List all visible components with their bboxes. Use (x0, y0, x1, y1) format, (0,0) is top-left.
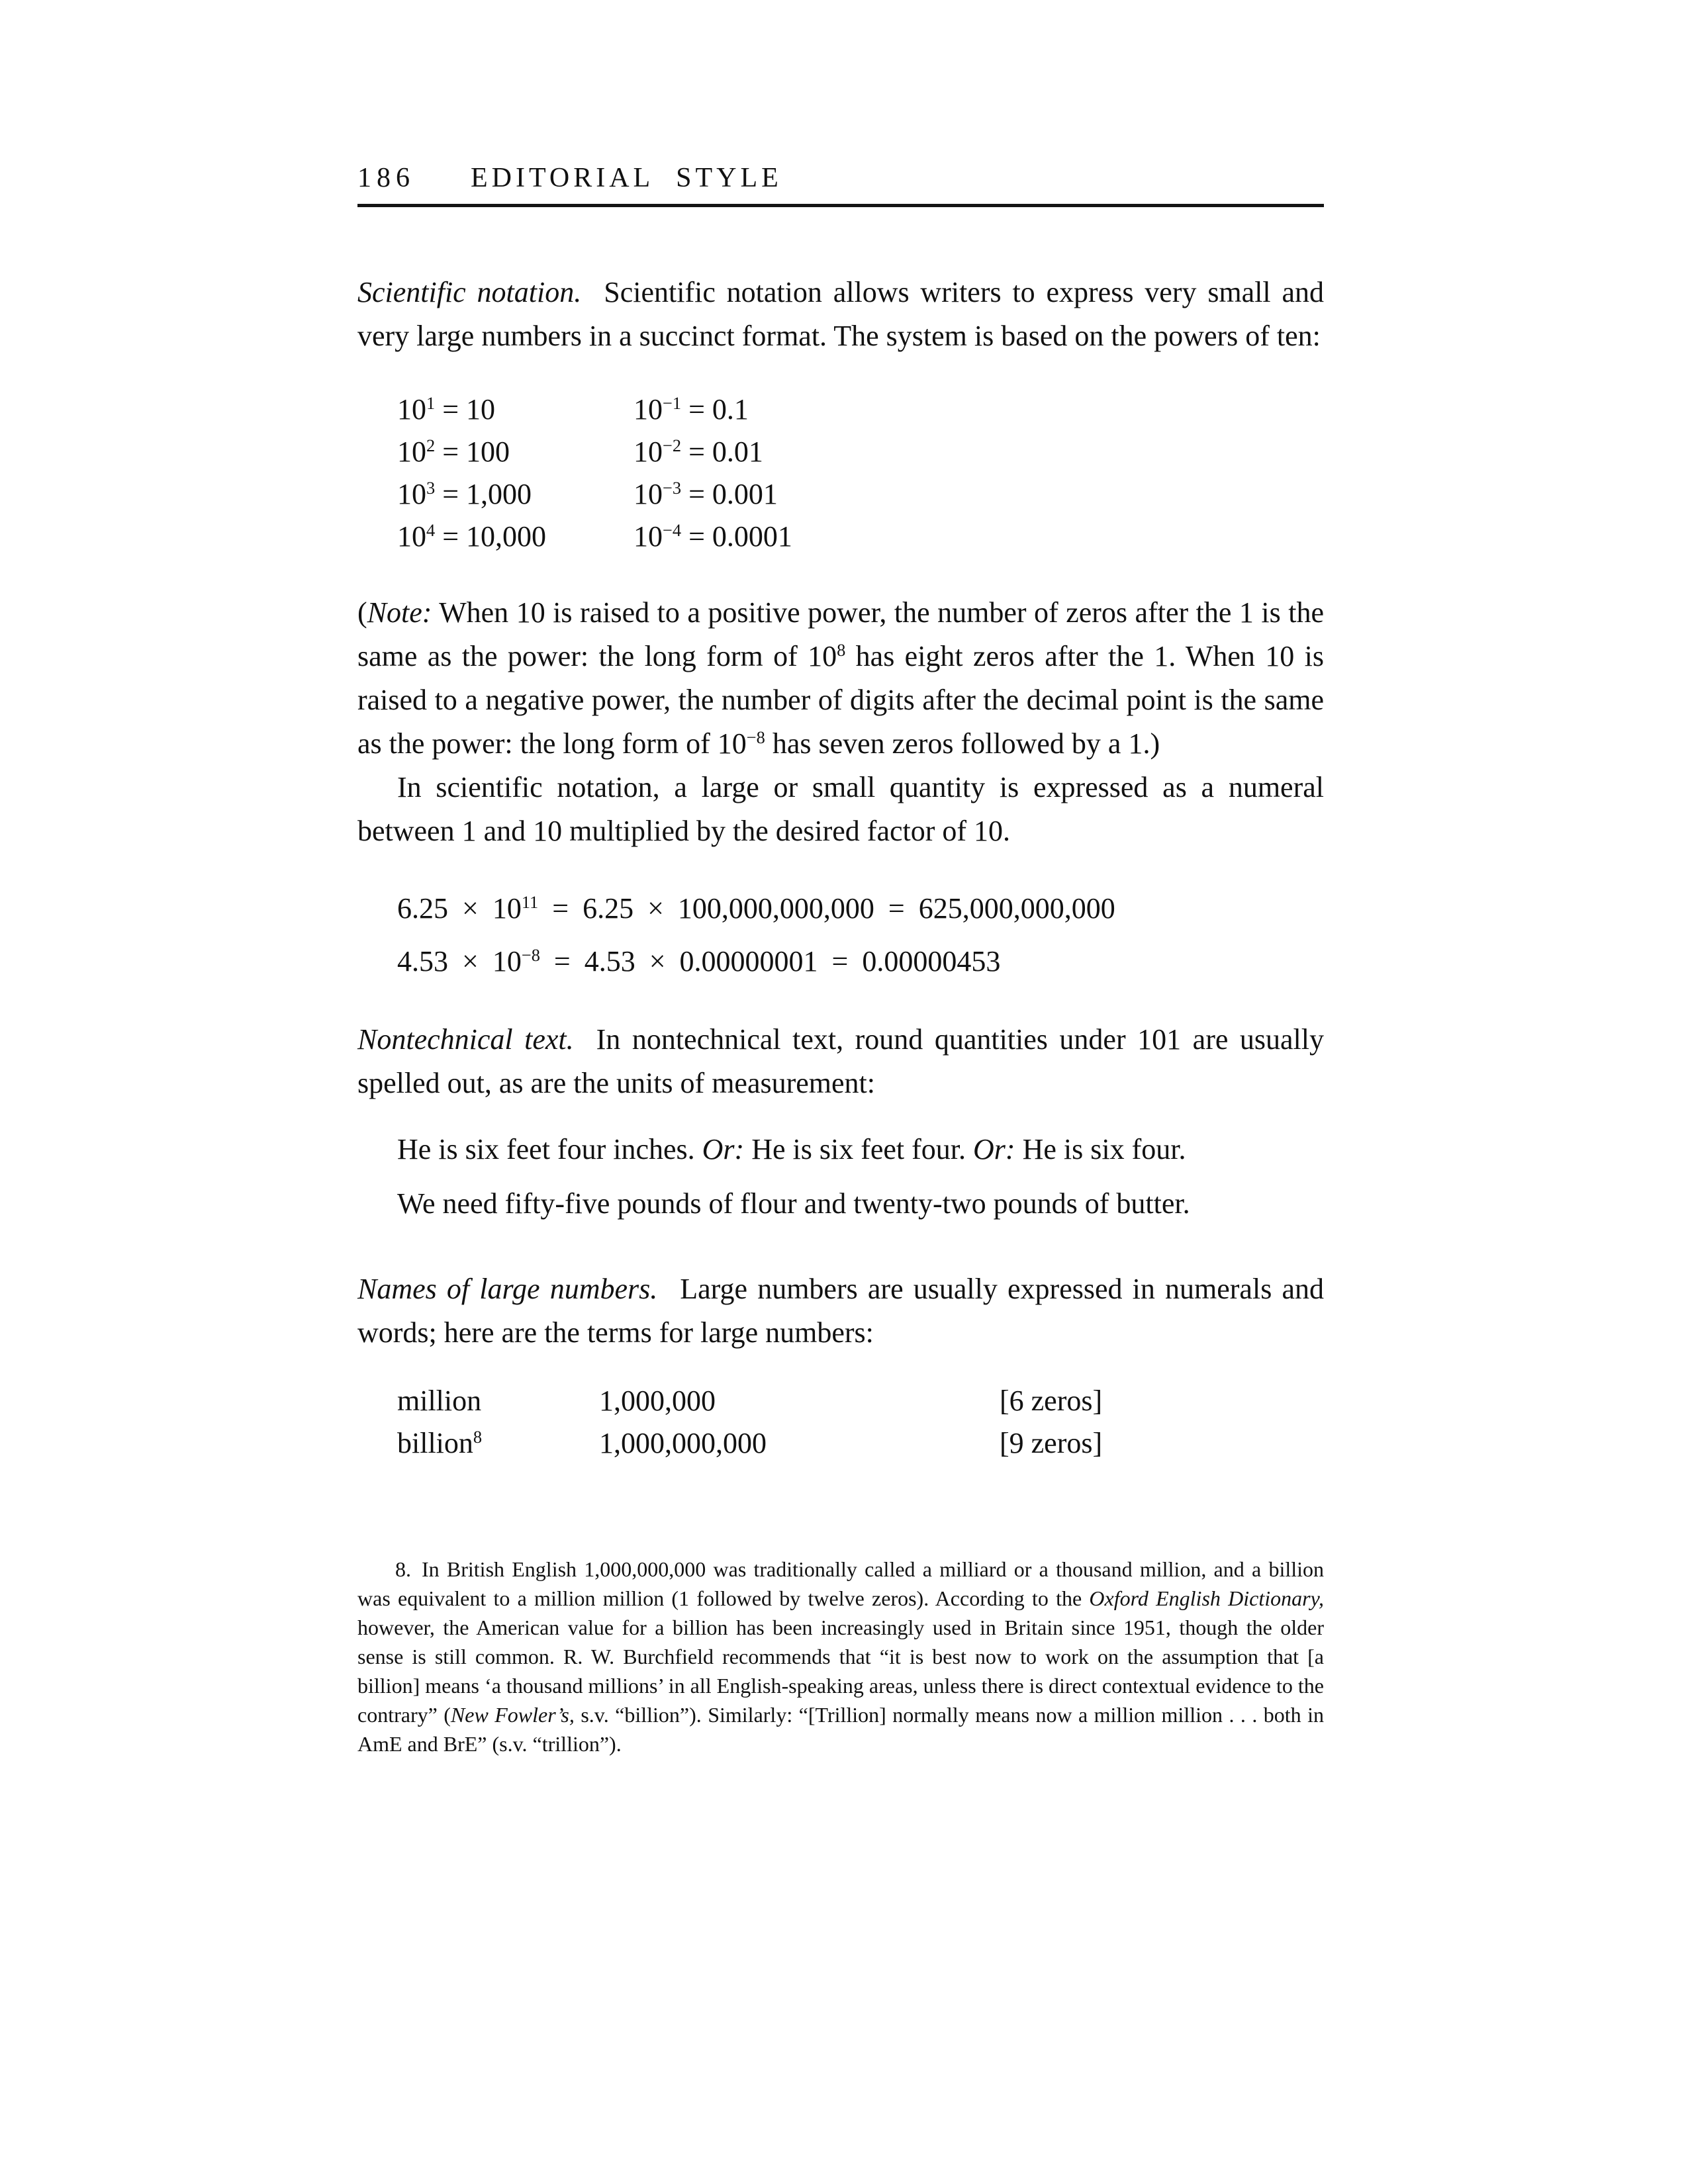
text-segment: 10 (633, 478, 663, 510)
page-number: 186 (357, 163, 415, 193)
header-rule (357, 204, 1324, 207)
text-segment: = 100 (435, 435, 510, 468)
superscript: −4 (663, 520, 682, 540)
text-segment: = 10,000 (435, 520, 547, 553)
term-cell (397, 1422, 599, 1465)
large-numbers-table (357, 1380, 1324, 1465)
superscript: −1 (663, 392, 682, 413)
text-segment: million (397, 1385, 482, 1417)
text-segment: has seven zeros followed by a 1.) (765, 727, 1160, 760)
superscript: 11 (521, 891, 539, 912)
superscript: −2 (663, 435, 682, 455)
text-segment: In British English 1,000,000,000 was traditionally called a milliard or a thousand million, and a billion was equivalent to a million million (1 followed by twelve zeros). According to the (357, 1557, 1324, 1610)
text-segment: 10 (633, 520, 663, 553)
text-segment: Scientific notation. (357, 276, 582, 308)
text-segment: 10 (397, 478, 426, 510)
zeros-cell: [6 zeros] (1000, 1385, 1103, 1417)
text-segment: = 10 (435, 393, 496, 426)
power-positive-cell (397, 431, 633, 473)
text-segment: We need fifty-five pounds of flour and twenty-two pounds of butter. (397, 1187, 1190, 1220)
nontechnical-text-paragraph (357, 1018, 1324, 1105)
text-segment: 10 (397, 435, 426, 468)
text-segment: billion (397, 1427, 473, 1459)
superscript: −8 (521, 944, 540, 965)
powers-row (397, 473, 1324, 516)
text-segment: 10 (633, 393, 663, 426)
superscript: 2 (426, 435, 436, 455)
text-segment: s.v. “billion”). Similarly: “[Trillion] normally means now a million million . . . both in AmE and BrE” (s.v. “trillion”). (357, 1703, 1325, 1756)
height-example-sentence (357, 1128, 1324, 1171)
superscript: −3 (663, 477, 682, 498)
page-content (357, 0, 1324, 1758)
text-segment: He is six four. (1015, 1133, 1186, 1165)
text-segment: 8. (395, 1557, 411, 1581)
superscript: 8 (837, 639, 846, 660)
text-segment: Names of large numbers. (357, 1273, 658, 1305)
text-segment: = 0.1 (681, 393, 749, 426)
scientific-notation-examples (357, 882, 1324, 988)
powers-row (397, 431, 1324, 473)
text-segment: New Fowler’s, (450, 1703, 575, 1727)
names-of-large-numbers-paragraph (357, 1267, 1324, 1355)
power-negative-cell (633, 435, 763, 468)
text-segment: Note: (367, 596, 432, 629)
superscript: 3 (426, 477, 436, 498)
large-number-row (397, 1422, 1324, 1465)
text-segment: 10 (397, 520, 426, 553)
equation-line (397, 882, 1324, 935)
power-negative-cell (633, 478, 778, 510)
note-paragraph (357, 591, 1324, 766)
superscript: 4 (426, 520, 436, 540)
text-segment: 10 (633, 435, 663, 468)
equation-line (397, 935, 1324, 988)
text-segment: 10 (397, 393, 426, 426)
text-segment: however, the American value for a billion has been increasingly used in Britain since 1951, though the older sense is still common. R. W. Burchfield recommends that “it is best now to work on the assumption that [a billion] means ‘a thousand millions’ in all English-speaking areas, unless there is direct contextual evidence to the contrary” ( (357, 1615, 1324, 1727)
scientific-notation-paragraph (357, 271, 1324, 358)
text-segment: = 0.001 (681, 478, 778, 510)
numeral-cell: 1,000,000,000 (599, 1427, 767, 1459)
footnote-8 (357, 1555, 1324, 1758)
text-segment: = 6.25 × 100,000,000,000 = 625,000,000,000 (538, 892, 1115, 925)
large-number-row (397, 1380, 1324, 1422)
text-segment: Oxford English Dictionary, (1089, 1586, 1325, 1610)
text-segment: 4.53 × 10 (397, 945, 522, 978)
powers-table (357, 388, 1324, 558)
text-segment: has eight zeros after the 1. When 10 is raised to a negative power, the number of digits after the decimal point is the same as the power: the long form of 10 (357, 640, 1325, 760)
flour-example-sentence (357, 1182, 1324, 1226)
running-head-title: EDITORIAL STYLE (471, 163, 782, 193)
text-segment: = 0.0001 (681, 520, 792, 553)
text-segment: Large numbers are usually expressed in numerals and words; here are the terms for large numbers: (357, 1273, 1324, 1349)
superscript: 1 (426, 392, 436, 413)
power-positive-cell (397, 516, 633, 558)
numeral-cell: 1,000,000 (599, 1385, 716, 1417)
power-negative-cell (633, 393, 749, 426)
text-segment: 6.25 × 10 (397, 892, 522, 925)
text-segment: He is six feet four. (744, 1133, 974, 1165)
power-positive-cell (397, 473, 633, 516)
text-segment: Scientific notation allows writers to express very small and very large numbers in a succinct format. The system is based on the powers of ten: (357, 276, 1325, 352)
term-cell (397, 1380, 599, 1422)
in-scientific-notation-paragraph (357, 766, 1324, 853)
text-segment: When 10 is raised to a positive power, the number of zeros after the 1 is the same as the power: the long form of 10 (357, 596, 1324, 672)
zeros-cell: [9 zeros] (1000, 1427, 1103, 1459)
superscript: −8 (746, 727, 765, 747)
powers-row (397, 388, 1324, 431)
power-negative-cell (633, 520, 792, 553)
text-segment: In nontechnical text, round quantities under 101 are usually spelled out, as are the units of measurement: (357, 1023, 1324, 1099)
text-segment: = 1,000 (435, 478, 532, 510)
text-segment: Or: (973, 1133, 1015, 1165)
running-header (357, 161, 1324, 195)
text-segment: In scientific notation, a large or small quantity is expressed as a numeral between 1 and 10 multiplied by the desired factor of 10. (357, 771, 1324, 847)
text-segment: Nontechnical text. (357, 1023, 574, 1056)
power-positive-cell (397, 388, 633, 431)
text-segment: Or: (702, 1133, 745, 1165)
superscript: 8 (473, 1426, 483, 1447)
text-segment: = 0.01 (681, 435, 763, 468)
text-segment: = 4.53 × 0.00000001 = 0.00000453 (539, 945, 1001, 978)
text-segment: He is six feet four inches. (397, 1133, 702, 1165)
powers-row (397, 516, 1324, 558)
text-segment: ( (357, 596, 367, 629)
